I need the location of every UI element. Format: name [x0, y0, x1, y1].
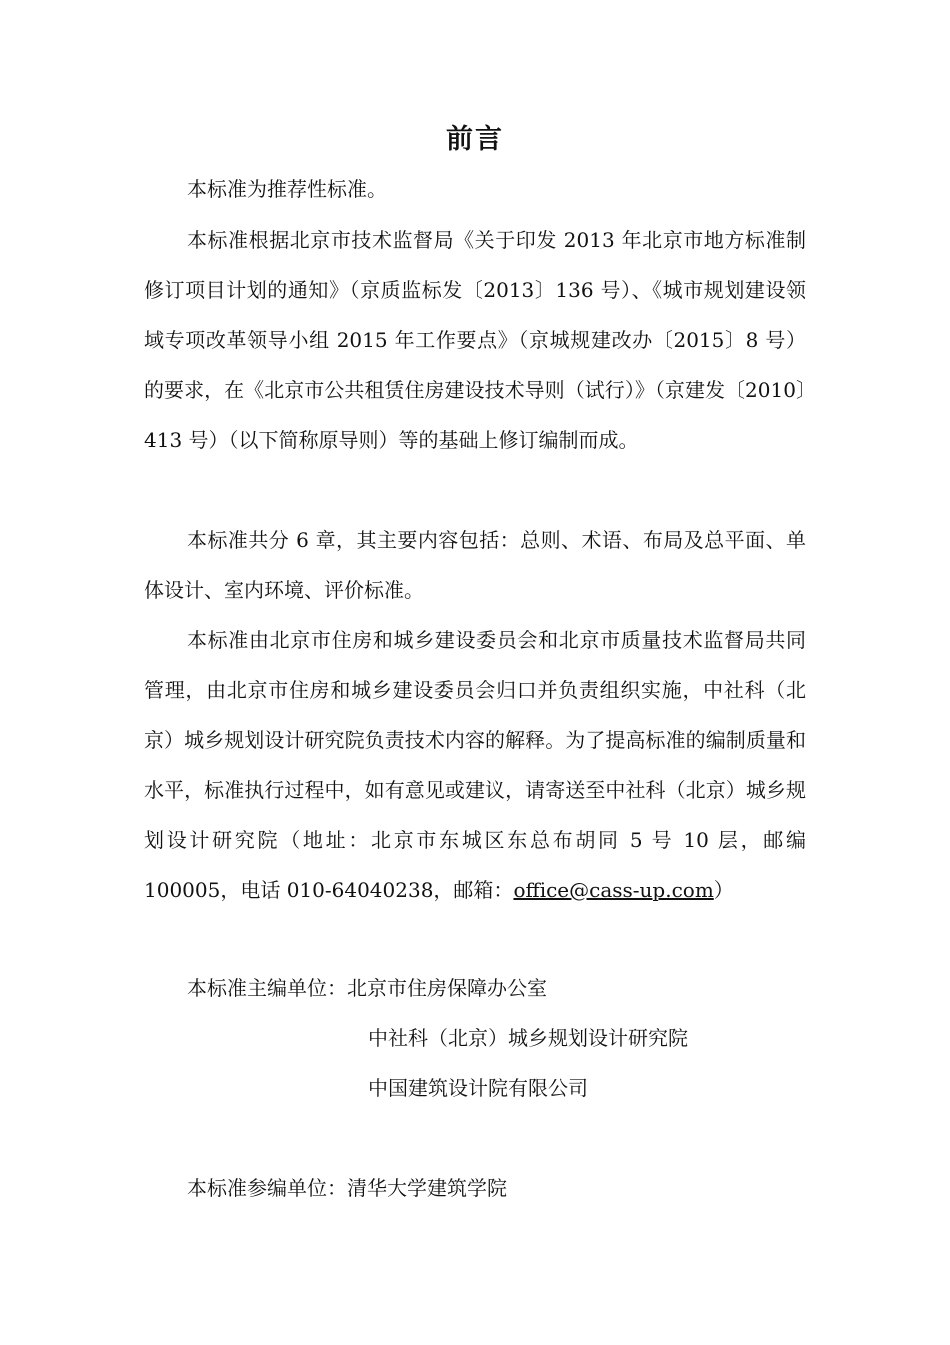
chief-units-label: 本标准主编单位：	[187, 976, 347, 1000]
participating-unit: 清华大学建筑学院	[347, 1176, 507, 1200]
participating-units-label: 本标准参编单位：	[187, 1176, 347, 1200]
chief-unit-row-1	[187, 963, 547, 1013]
management-close: ）	[713, 878, 734, 902]
participating-unit-row	[187, 1163, 507, 1213]
management-text: 本标准由北京市住房和城乡建设委员会和北京市质量技术监督局共同管理，由北京市住房和城乡建设委员会归口并负责组织实施，中社科（北京）城乡规划设计研究院负责技术内容的解释。为了提高标准的编制质量和水平，标准执行过程中，如有意见或建议，请寄送至中社科（北京）城乡规划设计研究院（地址：北京市东城区东总布胡同 5 号 10 层，邮编 100005，电话 010-64040238，邮箱：	[144, 628, 806, 902]
paragraph-basis: 本标准根据北京市技术监督局《关于印发 2013 年北京市地方标准制修订项目计划的通知》（京质监标发〔2013〕136 号）、《城市规划建设领域专项改革领导小组 2015 年工作要点》（京城规建改办〔2015〕8 号）的要求，在《北京市公共租赁住房建设技术导则（试行）》（京建发〔2010〕413 号）（以下简称原导则）等的基础上修订编制而成。	[144, 228, 806, 452]
chief-unit-3: 中国建筑设计院有限公司	[368, 1076, 588, 1100]
paragraph-standard-type: 本标准为推荐性标准。	[187, 177, 387, 201]
paragraph-contents: 本标准共分 6 章，其主要内容包括：总则、术语、布局及总平面、单体设计、室内环境、评价标准。	[144, 528, 806, 602]
chief-unit-row-2	[368, 1013, 688, 1063]
chief-unit-2: 中社科（北京）城乡规划设计研究院	[368, 1026, 688, 1050]
email-link[interactable]: office@cass-up.com	[513, 878, 714, 902]
chief-unit-1: 北京市住房保障办公室	[347, 976, 547, 1000]
chief-unit-row-3	[368, 1063, 588, 1113]
paragraph-management	[144, 615, 806, 915]
page-title: 前言	[446, 124, 504, 155]
